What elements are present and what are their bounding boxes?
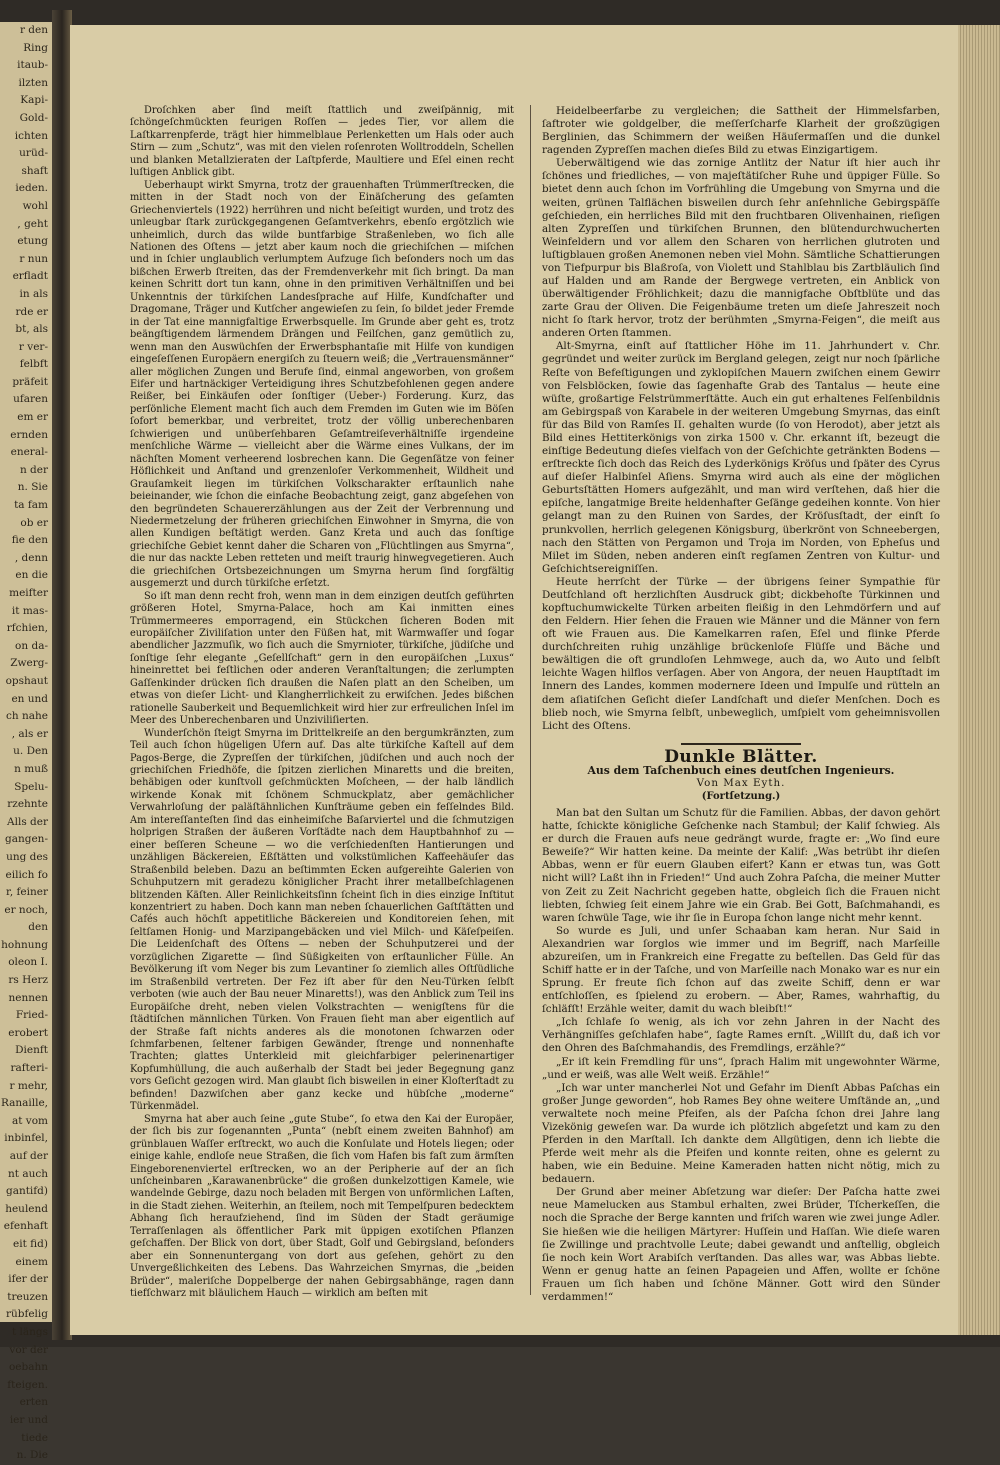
- left-page-fragment: Gold-: [19, 111, 48, 124]
- left-page-fragment: en und: [11, 692, 48, 705]
- left-page-fragment: Ring: [23, 41, 48, 54]
- section-separator: [681, 743, 801, 745]
- left-page-fragment: den: [28, 921, 48, 934]
- article-paragraph: „Ich war unter mancherlei Not und Gefahr im Dienſt Abbas Paſchas ein großer Junge geworden“, hob Rames Bey ohne weitere Umſtände an, „und verwaltete noch meine Pfeifen, als der Paſcha ſchon drei Jahre lang Vizekönig geweſen war. Da wurde ich plötzlich abgeſetzt und kam zu den Pferden in den Marſtall. Ich dankte dem Allgütigen, denn ich liebte die Pferde weit mehr als die Pfeifen und konnte reiten, ohne es gelernt zu haben, wie ein Beduine. Meine Kameraden hatten nicht nötig, mich zu bedauern.: [542, 1081, 940, 1186]
- left-page-fragment: r nun: [19, 252, 48, 265]
- paragraph: Droſchken aber ſind meiſt ſtattlich und zweiſpännig, mit ſchöngeſchmückten feurigen Roſſen — jedes Tier, vor allem die Laſtkarrenpferde, trägt hier himmelblaue Perlenketten um Hals oder auch Stirn — zum „Schutz“, was mit den vielen roſenroten Wolltroddeln, Schellen und blanken Metallzieraten der Laſtpferde, Maultiere und Eſel einen recht luſtigen Anblick gibt.: [130, 105, 514, 179]
- left-page-fragment: in als: [19, 287, 48, 300]
- left-page-edge: [0, 22, 54, 1462]
- book-gutter: [52, 10, 72, 1340]
- left-page-fragment: erten: [19, 1396, 48, 1409]
- left-page-fragment: urüd-: [19, 147, 48, 160]
- left-page-fragment: em er: [17, 411, 48, 424]
- article-subtitle: Aus dem Taſchenbuch eines deutſchen Ingenieurs.: [587, 763, 895, 777]
- left-page-fragment: Zwerg-: [10, 657, 48, 670]
- paragraph: Ueberwältigend wie das zornige Antlitz der Natur iſt hier auch ihr ſchönes und friedliches, — von majeſtätiſcher Ruhe und üppiger Fülle. So bietet denn auch ſchon im Vorfrühling die Umgebung von Smyrna und die weiten, grünen Talflächen bisweilen durch ſehr anſehnliche Gebirgspäſſe geſchieden, ein herrliches Bild mit den fruchtbaren Olivenhainen, rieſigen alten Zypreſſen und türkiſchen Brunnen, den blütendurchwucherten Weinfeldern und vor allem den Scharen von herrlichen glutroten und luſtigblauen großen Anemonen neben viel Mohn. Sämtliche Schattierungen von Tiefpurpur bis Blaßroſa, von Violett und Stahlblau bis Zartbläulich ſind auf Halden und am Rande der Bergwege vertreten, ein Anblick von überwältigender Fröhlichkeit; dazu die mannigfache Obſtblüte und das zarte Grau der Oliven. Die Feigenbäume treten um dieſe Jahreszeit noch nicht ſo ſtark hervor, trotz der berühmten „Smyrna-Feigen“, die meiſt aus anderen Orten ſtammen.: [542, 157, 940, 340]
- article-paragraph: „Ich ſchlafe ſo wenig, als ich vor zehn Jahren in der Nacht des Verhängniſſes geſchlafen habe“, ſagte Rames ernſt. „Willſt du, daß ich vor den Ohren des Baſchmahandis, des Fremdlings, erzähle?“: [542, 1016, 940, 1055]
- left-page-fragment: treuzen: [7, 1290, 48, 1303]
- left-page-fragment: vor der: [9, 1343, 48, 1356]
- article-title: Dunkle Blätter.: [664, 746, 818, 767]
- left-page-fragment: , geht: [17, 217, 48, 230]
- left-page-fragment: hohnung: [1, 938, 48, 951]
- left-page-fragment: shaft: [21, 164, 48, 177]
- paragraph: Alt-Smyrna, einſt auf ſtattlicher Höhe im 11. Jahrhundert v. Chr. gegründet und weiter zurück im Bergland gelegen, zeigt nur noch ſpärliche Reſte von Befeſtigungen und zyklopiſchen Mauern zwiſchen einem Gewirr von Felsblöcken, ſowie das ſagenhafte Grab des Tantalus — heute eine wüſte, großartige Felstrümmerſtätte. Auch ein gut erhaltenes Felſenbildnis am Gebirgspaß von Karabele in der weiteren Umgebung Smyrnas, das einſt für das Bild von Ramſes II. gehalten wurde (ſo von Herodot), aber jetzt als Bild eines Hettiterkönigs von zirka 1500 v. Chr. erkannt iſt, bezeugt die einſtige Bedeutung dieſes vielfach von der Geſchichte getränkten Bodens — erſtreckte ſich doch das Reich des Lyderkönigs Kröſus und ſpäter des Cyrus auf dieſer Halbinſel Aſiens. Smyrna wird auch als eine der möglichen Geburtsſtätten Homers aufgezählt, und man wird verſtehen, daß hier die epiſche, langatmige Breite heldenhafter Geſänge gedeihen konnte. Von hier gelangt man zu den Ruinen von Sardes, der Kröſusſtadt, der einſt ſo prunkvollen, herrlich gelegenen Königsburg, überkrönt von Schneebergen, nach den Stätten von Pergamon und Troja im Norden, von Epheſus und Milet im Süden, neben anderen einſt regſamen Zentren von Kultur- und Geſchichtsereigniſſen.: [542, 340, 940, 575]
- paragraph: Heute herrſcht der Türke — der übrigens ſeiner Sympathie für Deutſchland oft herzlichſten Ausdruck gibt; dickbehoſte Türkinnen und kopftuchumwickelte Türken arbeiten fleißig in den Lehmdörfern und auf den Feldern. Hier ſehen die Frauen wie Männer und die Männer von fern oft wie Frauen aus. Die Kamelkarren raſen, Eſel und flinke Pferde durchſchreiten ruhig unzählige brückenloſe Flüſſe und Bäche und bewältigen die oft grundloſen Lehmwege, auch da, wo Auto und ſelbſt leichte Wagen hilflos verſagen. Aber von Angora, der neuen Hauptſtadt im Innern des Landes, kommen modernere Ideen und Impulſe und rütteln an dem aſiatiſchen Geſicht dieſer Landſchaft und dieſer Menſchen. Doch es blieb noch, wie Smyrna ſelbſt, unbeweglich, umſpielt vom geheimnisvollen Licht des Oſtens.: [542, 575, 940, 732]
- left-page-fragment: ieden.: [15, 182, 48, 195]
- left-page-fragment: rs Herz: [8, 974, 48, 987]
- left-page-fragment: efenhaft: [3, 1220, 48, 1233]
- article-paragraph: Man bat den Sultan um Schutz für die Familien. Abbas, der davon gehört hatte, ſchickte königliche Geſchenke nach Stambul; der Kalif ſchwieg. Als er durch die Frauen aufs neue gedrängt wurde, fragte er: „Wo ſind eure Beweiſe?“ Wir hatten keine. Da meinte der Kalif: „Was betrübt ihr dieſen Abbas, wenn er für euern Glauben eifert? Kann er etwas tun, was Gott nicht will? Laßt ihn in Frieden!“ Und auch Zohra Paſcha, die meiner Mutter von Zeit zu Zeit Nachricht gegeben hatte, obgleich ſich die Frauen nicht liebten, ſchwieg ſeit einem Jahre wie ein Grab. Bei Gott, Baſchmahandi, es waren ſchwüle Tage, wie ihr ſie in Europa ſchon lange nicht mehr kennt.: [542, 807, 940, 924]
- paragraph: Smyrna hat aber auch ſeine „gute Stube“, ſo etwa den Kai der Europäer, der ſich bis zur ſogenannten „Punta“ (nebſt einem zweiten Bahnhof) am grünblauen Waſſer erſtreckt, wo auch die Konſulate und Hotels liegen; oder einige kahle, endloſe neue Straßen, die ſich vom Hafen bis faſt zum ärmſten Eingeborenenviertel erſtrecken, wo an der Peripherie auf der an ſich unſcheinbaren „Karawanenbrücke“ die großen dunkelzottigen Kamele, wie wandelnde Gebirge, dazu noch beladen mit Bergen von unförmlichen Laſten, in die Stadt ziehen. Weiterhin, an ſteilem, noch mit Tempelſpuren bedecktem Abhang ſich heraufziehend, ſind im Süden der Stadt geräumige Terraſſenlagen als öffentlicher Park mit üppigen exotiſchen Pflanzen geſchaffen. Der Blick von dort, über Stadt, Golf und Gebirgsland, beſonders aber ein Sonnenuntergang von dort aus geſehen, gehört zu den Unvergeßlichkeiten des Lebens. Das Wahrzeichen Smyrnas, die „beiden Brüder“, maleriſche Doppelberge der nahen Gebirgsabhänge, ragen dann tiefſchwarz mit bläulichem Hauch — wirklich am beſten mit: [130, 1113, 514, 1300]
- left-page-fragment: er noch,: [4, 903, 48, 916]
- left-page-fragment: Alls der: [7, 815, 48, 828]
- left-page-fragment: fteigen.: [7, 1378, 48, 1391]
- left-page-fragment: präfeit: [12, 375, 48, 388]
- left-page-fragment: n. Die: [16, 1449, 48, 1462]
- left-page-fragment: nt auch: [8, 1167, 48, 1180]
- left-page-fragment: ta fam: [14, 499, 48, 512]
- left-page-fragment: u. Den: [13, 745, 48, 758]
- left-page-fragment: , als er: [11, 727, 48, 740]
- left-page-fragment: rafteri-: [10, 1062, 48, 1075]
- left-page-fragment: ilzten: [18, 76, 48, 89]
- left-page-fragment: r ver-: [18, 340, 48, 353]
- left-page-fragment: r, feiner: [6, 886, 48, 899]
- left-page-fragment: bt, als: [15, 323, 48, 336]
- left-page-fragment: rde er: [15, 305, 48, 318]
- column-divider: [530, 105, 531, 1295]
- left-page-fragment: r mehr,: [9, 1079, 48, 1092]
- left-page-fragment: heulend: [5, 1202, 48, 1215]
- left-column: [130, 105, 514, 1301]
- left-page-fragment: tiede: [21, 1431, 48, 1444]
- paragraph: So iſt man denn recht froh, wenn man in dem einzigen deutſch geführten größeren Hotel, Smyrna-Palace, hoch am Kai inmitten eines Trümmermeeres emporragend, ein Stückchen ſicheren Boden mit europäiſcher Ziviliſation unter den Füßen hat, mit Warmwaſſer und ſogar abendlicher Jazzmuſik, wo ſich auch die Smyrnioter, türkiſche, jüdiſche und ſonſtige ſehr elegante „Geſellſchaft“ gern in den europäiſchen „Luxus“ hineinrettet bei feſtlichen oder anderen Veranſtaltungen; die zerlumpten Gaſſenkinder drücken ſich draußen die Naſen platt an den Scheiben, um etwas von dieſer Licht- und Klangherrlichkeit zu erwiſchen. Jedes bißchen rationelle Sauberkeit und Bequemlichkeit wird hier zur erfreulichen Inſel im Meer des Unberechenbaren und Unziviliſierten.: [130, 590, 514, 727]
- right-column: [542, 105, 940, 1304]
- left-page-fragment: ifer der: [8, 1273, 48, 1286]
- left-page-fragment: n der: [19, 463, 48, 476]
- left-page-fragment: gantifd): [5, 1185, 48, 1198]
- left-page-fragment: Spelu-: [14, 780, 48, 793]
- left-page-fragment: Kapi-: [20, 94, 48, 107]
- article-paragraph: „Er iſt kein Fremdling für uns“, ſprach Halim mit ungewohnter Wärme, „und er weiß, was alle Welt weiß. Erzähle!“: [542, 1055, 940, 1081]
- left-page-fragment: felbft: [19, 358, 48, 371]
- left-page-fragment: nennen: [8, 991, 48, 1004]
- left-page-fragment: rübfelig: [5, 1308, 48, 1321]
- left-page-fragment: ichten: [14, 129, 48, 142]
- article-author: Von Max Eyth.: [696, 776, 786, 789]
- left-page-fragment: n muß: [14, 762, 48, 775]
- left-page-fragment: einem: [15, 1255, 48, 1268]
- left-page-fragment: inbinfel,: [4, 1132, 48, 1145]
- left-page-fragment: r den: [19, 24, 48, 36]
- left-page-fragment: itaub-: [17, 59, 48, 72]
- left-page-fragment: t längs: [11, 1325, 48, 1338]
- article-body: [542, 807, 940, 1304]
- paragraph: Ueberhaupt wirkt Smyrna, trotz der grauenhaften Trümmerſtrecken, die mitten in der Stadt noch von der Einäſcherung des geſamten Griechenviertels (1922) herrühren und nicht beſeitigt wurden, und trotz des unleugbar ſtark zurückgegangenen Geſamtverkehrs, ebenſo ergötzlich wie unheimlich, durch das wilde buntfarbige Straßenleben, wo ſich alle Nationen des Oſtens — jetzt aber kaum noch die griechiſchen — miſchen und in ſchier unglaublich verlumptem Aufzuge ſich beſonders noch um das bißchen Erwerb ſtreiten, das der Fremdenverkehr mit ſich bringt. Da man keinen Schritt dort tun kann, ohne in den primitiven Verhältniſſen und bei Unkenntnis der türkiſchen Landesſprache auf Hilfe, Kundſchafter und Dragomane, Träger und Kutſcher angewieſen zu ſein, ſo bildet jeder Fremde in der Tat eine mannigfaltige Erwerbsquelle. Im Grunde aber geht es, trotz beängſtigendem lärmendem Drängen und Feilſchen, ganz gemütlich zu, wenn man den Auswüchſen der Erwerbsphantaſie mit Hilfe von kundigen eingeſeſſenen Europäern energiſch zu ſteuern weiß; die „Vertrauensmänner“ aller möglichen Zungen und Berufe ſind, einmal angeworben, von großem Eifer und hartnäckiger Verteidigung ihres Schutzbefohlenen gegen andere Reißer, bei Einkäufen oder ſonſtiger (Ueber-) Forderung. Kurz, das perſönliche Element macht ſich auch dem Fremden im Guten wie im Böſen ſofort bemerkbar, und verbreitet, trotz der völlig unberechenbaren ſchwierigen und unüberſehbaren Geſamtreiſeverhältniſſe irgendeine menſchliche Wärme — vielleicht aber die Wärme eines Vulkans, der im nächſten Moment verheerend losbrechen kann. Die Gegenſätze von feiner Höflichkeit und Anſtand und grenzenloſer Verkommenheit, Wildheit und Grauſamkeit liegen im türkiſchen Volkscharakter erſtaunlich nahe beieinander, wie ſchon die einfache Beobachtung zeigt, ganz abgeſehen von den begründeten Schauererzählungen aus der Zeit der Verbrennung und Niedermetzelung der früheren griechiſchen Einwohner in Smyrna, die von allen Kundigen beſtätigt werden. Ganz Kreta und auch das ſonſtige griechiſche Gebiet kennt daher die Scharen von „Flüchtlingen aus Smyrna“, die nur das nackte Leben retteten und meiſt traurig hinwegvegetieren. Auch die griechiſchen Ortsbezeichnungen um Smyrna herum ſind ſorgfältig ausgemerzt und durch türkiſche erſetzt.: [130, 179, 514, 590]
- left-page-fragment: en die: [15, 569, 48, 582]
- left-page-fragment: n. Sie: [17, 481, 48, 494]
- left-page-fragment: auf der: [9, 1150, 48, 1162]
- left-page-fragment: eneral-: [10, 446, 48, 459]
- left-page-fragment: etung: [17, 235, 48, 248]
- left-page-fragment: at vom: [11, 1114, 48, 1127]
- left-page-fragment: Fried-: [15, 1009, 48, 1022]
- left-page-fragment: opshaut: [5, 674, 48, 687]
- left-page-fragment: ob er: [20, 516, 48, 529]
- left-page-fragment: eit fid): [13, 1237, 48, 1250]
- left-page-fragment: Dienft: [15, 1044, 48, 1057]
- left-page-fragment: fie den: [11, 534, 48, 547]
- left-page-fragment: erfladt: [12, 270, 48, 283]
- left-page-fragment: oleon I.: [8, 956, 48, 969]
- page-stack-edge: [958, 25, 1000, 1335]
- left-page-fragment: ung des: [6, 850, 48, 863]
- left-page-fragment: gangen-: [5, 833, 48, 846]
- left-page-fragment: ier und: [9, 1413, 48, 1426]
- article-paragraph: Der Grund aber meiner Abſetzung war dieſer: Der Paſcha hatte zwei neue Mamelucken aus Stambul erhalten, zwei Brüder, Tſcherkeſſen, die noch die Sprache der Berge kannten und friſch waren wie zwei junge Adler. Sie hießen wie die heiligen Märtyrer: Huſſein und Haſſan. Wie dieſe waren ſie Zwillinge und prachtvolle Leute; dabei gewandt und anſtellig, obgleich ſie noch kein Wort Arabiſch verſtanden. Das alles war, was Abbas liebte. Wenn er genug hatte an ſeinen Papageien und Affen, wollte er ſchöne Frauen um ſich haben und ſchöne Männer. Gott wird den Sünder verdammen!“: [542, 1186, 940, 1303]
- left-page-fragment: rfchien,: [6, 622, 48, 635]
- left-page-fragment: eilich fo: [5, 868, 48, 881]
- paragraph: Wunderſchön ſteigt Smyrna im Drittelkreiſe an den bergumkränzten, zum Teil auch ſchon hügeligen Ufern auf. Das alte türkiſche Kaſtell auf dem Pagos-Berge, die Zypreſſen der türkiſchen, jüdiſchen und auch noch der griechiſchen Friedhöfe, die ſpitzen zierlichen Minaretts und die breiten, behäbigen oder kunſtvoll geſchmückten Moſcheen, — der halb ländlich wirkende Konak mit ſchönem Schmuckplatz, aber gemächlicher Verwahrloſung der paläſtähnlichen Kunſträume geben ein feſſelndes Bild. Am intereſſanteſten ſind das einheimiſche Baſarviertel und die ſchmutzigen holprigen Straßen der äußeren Vorſtädte nach dem Hauptbahnhof zu — einer beſſeren Scheune — wo die verſchiedenſten Hantierungen und unzähligen Bäckereien, Eßſtätten und volkstümlichen Kaffeehäuſer das Straßenbild beleben. Dazu an beſtimmten Ecken aufgereihte Galerien von Schuhputzern mit geradezu königlicher Pracht ihrer metallbeſchlagenen blitzenden Käſten. Aller Reinlichkeitsſinn ſcheint ſich in dies einzige Inſtitut konzentriert zu haben. Doch kann man neben ſchauerlichen Gaſtſtätten und Cafés auch höchſt appetitliche Bäckereien und Konditoreien ſehen, mit ſeltſamen Honig- und Marzipangebäcken und viel Milch- und Käſeſpeiſen. Die Leidenſchaft des Oſtens — neben der Schuhputzerei und der vorzüglichen Zigarette — ſind Süßigkeiten von erſtaunlicher Fülle. An Bevölkerung iſt vom Neger bis zum Levantiner ſo ziemlich alles Oſtſüdliche im Straßenbild vertreten. Der Fez iſt aber für den Neu-Türken ſelbſt verboten (wie auch der Bau neuer Minaretts!), was den Anblick zum Teil ins Europäiſche dreht, neben vielen Volkstrachten — wenigſtens für die ſtädtiſchen männlichen Türken. Von Frauen ſieht man aber eigentlich auf der Straße faſt nichts anderes als die monotonen ſchwarzen oder ſchmfarbenen, ſeltener farbigen Gewänder, ſtrenge und nonnenhafte Trachten; glattes Unterkleid mit gleichfarbiger pelerinenartiger Kopfumhüllung, die auch außerhalb der Stadt bei jeder Begegnung ganz vors Geſicht gezogen wird. Man glaubt ſich bisweilen in einer Kloſterſtadt zu befinden! Dazwiſchen aber ganz kecke und hübſche „moderne“ Türkenmädel.: [130, 727, 514, 1113]
- right-column-paragraphs: [542, 105, 940, 733]
- left-page-fragment: ernden: [10, 428, 48, 441]
- paragraph: Heidelbeerfarbe zu vergleichen; die Sattheit der Himmelsfarben, ſaftroter wie goldgelber, die meſſerſcharfe Klarheit der großzügigen Berglinien, das Schimmern der weißen Häuſermaſſen und die dunkel ragenden Zypreſſen machen dieſes Bild zu etwas Einzigartigem.: [542, 105, 940, 157]
- left-page-fragment: meifter: [9, 587, 48, 599]
- left-page-fragment: ch nahe: [6, 710, 48, 723]
- left-page-fragment: it mas-: [11, 604, 48, 617]
- article-continuation: (Fortſetzung.): [701, 790, 781, 802]
- left-page-fragment: ufaren: [13, 393, 48, 406]
- left-page-fragment: Ranaille,: [0, 1097, 48, 1110]
- left-page-fragment: rzehnte: [7, 798, 48, 811]
- left-page-fragment: wohl: [22, 199, 48, 212]
- left-page-fragment: erobert: [8, 1026, 48, 1039]
- newspaper-page: [70, 25, 958, 1335]
- left-page-fragment: on da-: [15, 639, 48, 652]
- left-page-fragment: , denn: [14, 551, 48, 564]
- left-page-fragment: oebahn: [8, 1361, 48, 1374]
- article-paragraph: So wurde es Juli, und unſer Schaaban kam heran. Nur Said in Alexandrien war ſorglos wie immer und im Begriff, nach Marſeille abzureiſen, um in Frankreich eine Fregatte zu beſtellen. Das Geld für das Schiff hatte er in der Taſche, und von Marſeille nach Monako war es nur ein Sprung. Er freute ſich ſchon auf das zweite Schiff, denn er war entſchloſſen, es ſpielend zu erobern. — Aber, Rames, wahrhaftig, du ſchläfſt! Erzähle weiter, damit du wach bleibſt!“: [542, 924, 940, 1016]
